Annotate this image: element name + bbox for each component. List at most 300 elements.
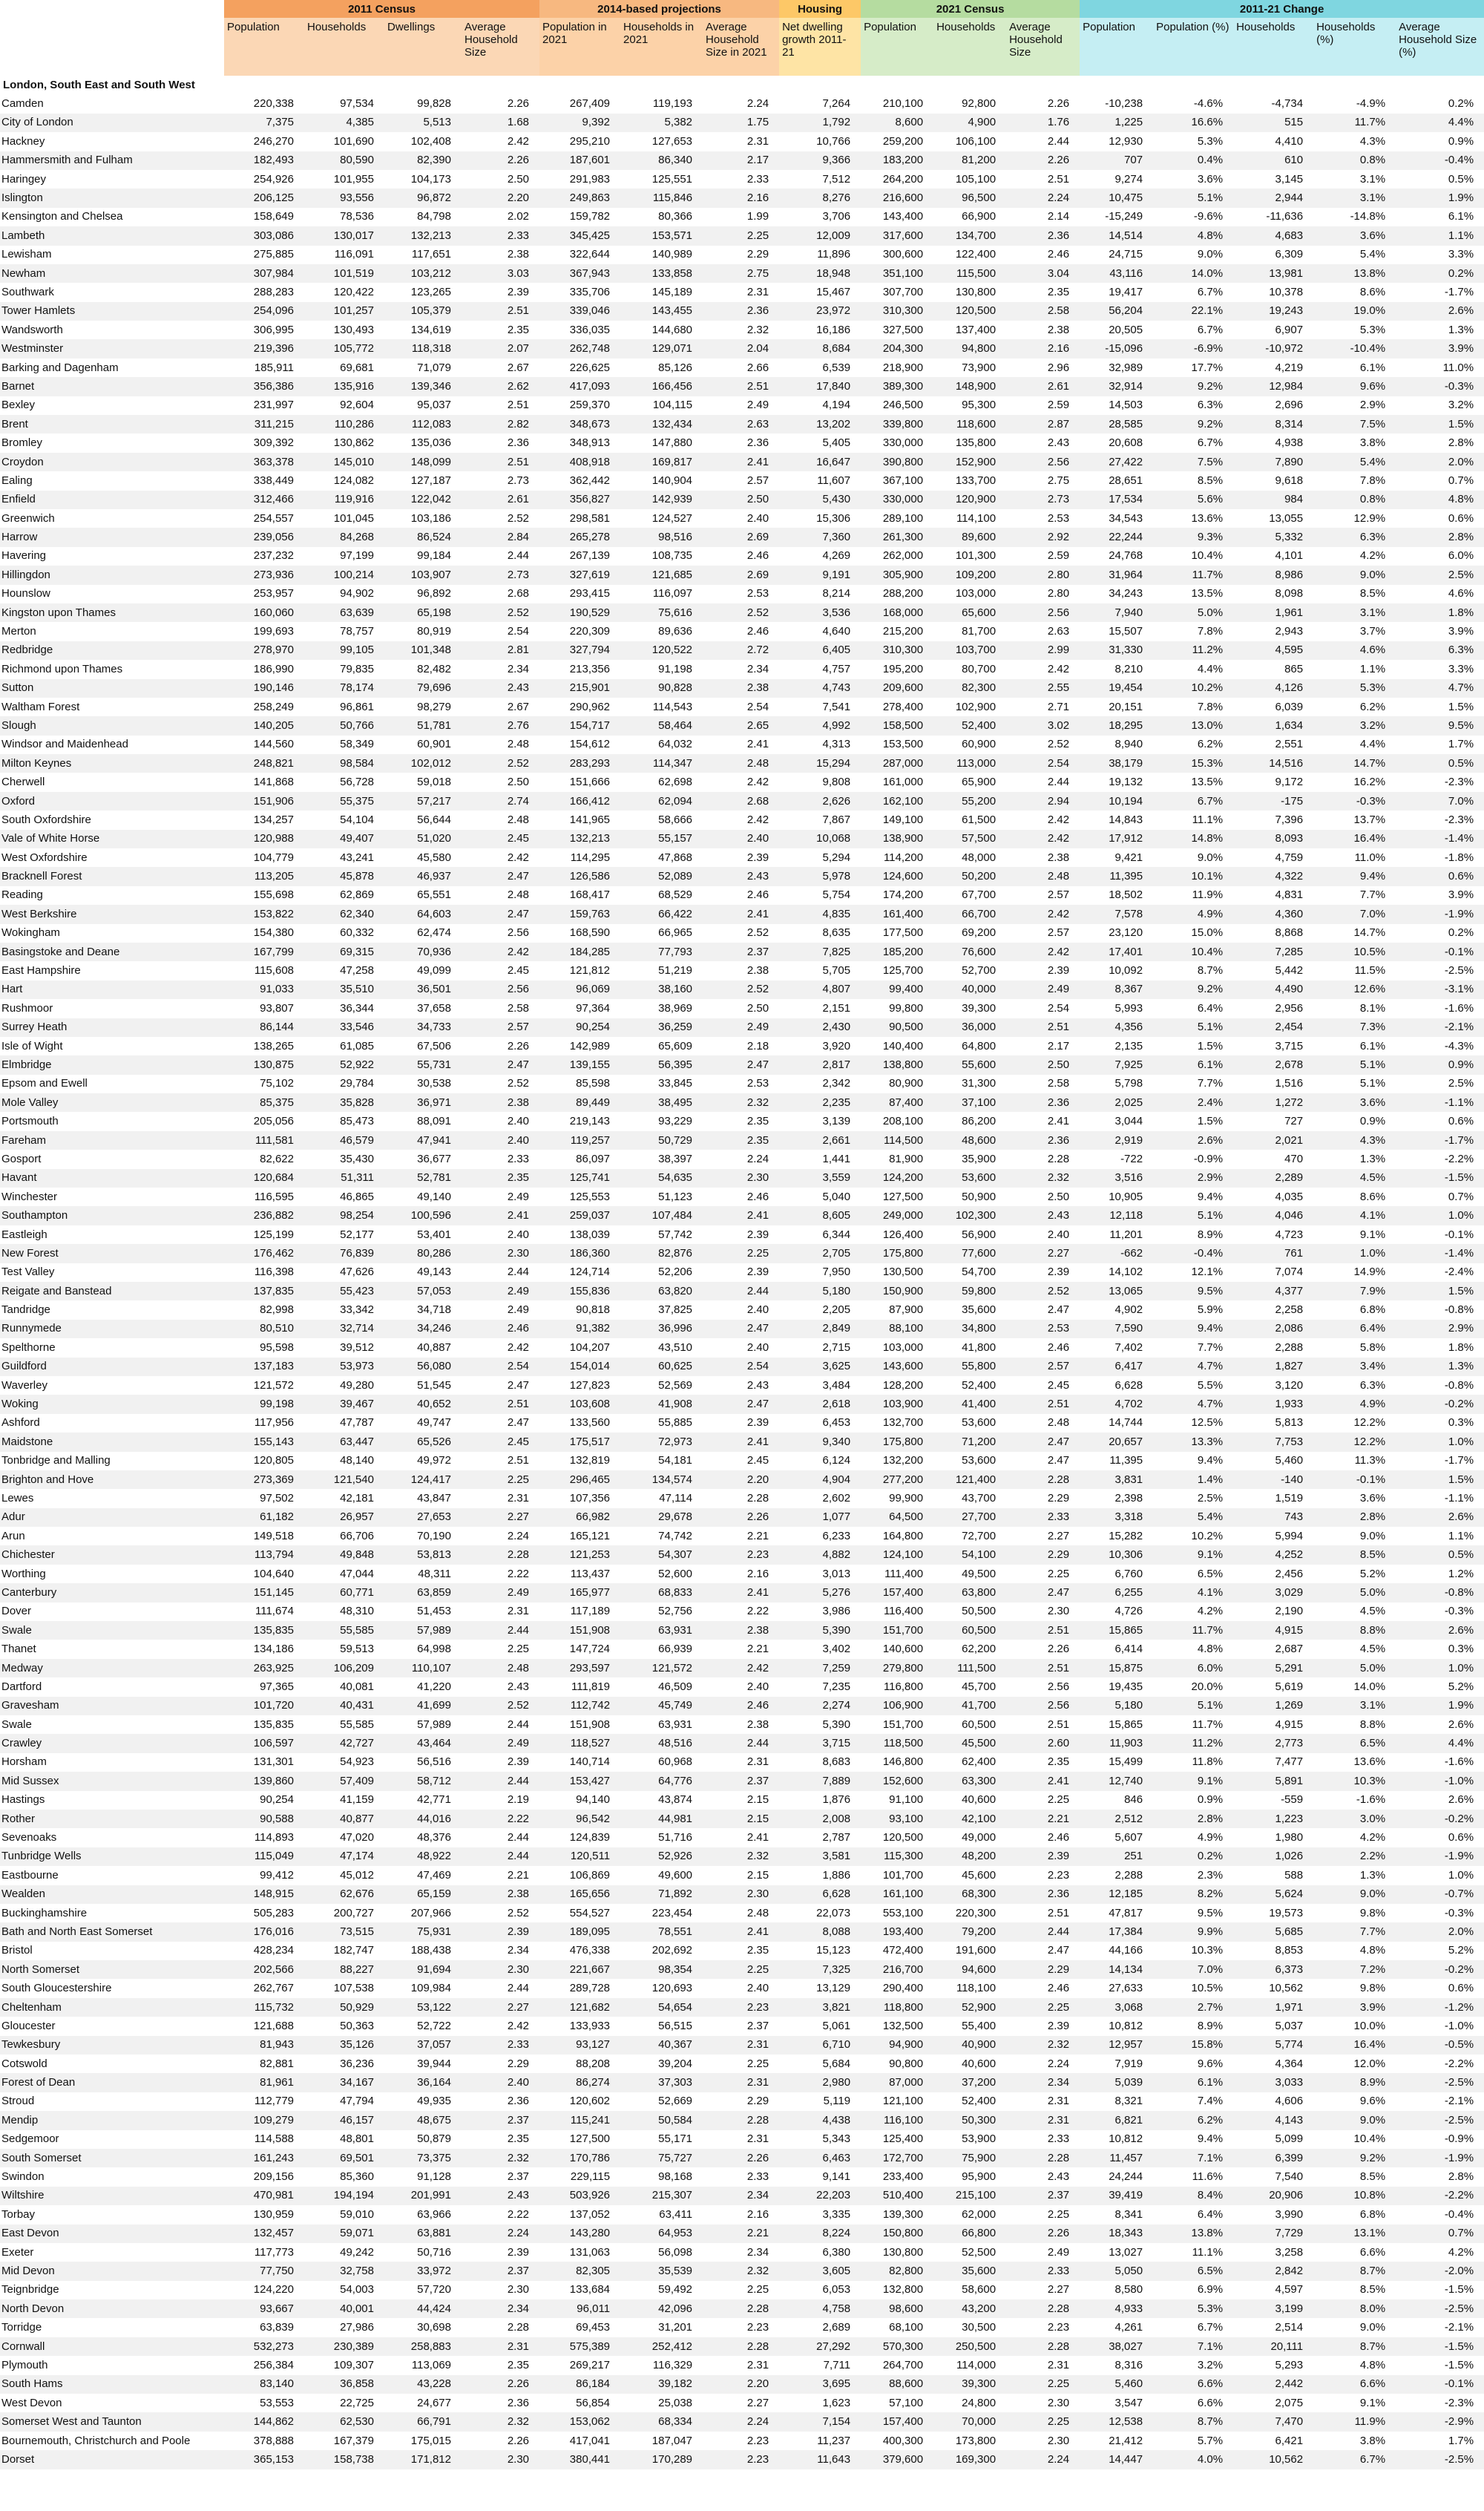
value-cell[interactable]: -1.9% <box>1396 1847 1484 1866</box>
value-cell[interactable]: 1.1% <box>1396 226 1484 245</box>
value-cell[interactable]: 54,003 <box>304 2281 384 2299</box>
value-cell[interactable]: 90,828 <box>620 679 703 698</box>
value-cell[interactable]: -1.0% <box>1396 2017 1484 2035</box>
value-cell[interactable]: 40,900 <box>933 2036 1006 2055</box>
value-cell[interactable]: 6.9% <box>1153 2281 1233 2299</box>
value-cell[interactable]: 264,700 <box>861 2356 933 2374</box>
value-cell[interactable]: 2.82 <box>462 415 539 433</box>
value-cell[interactable]: 6.5% <box>1153 2262 1233 2280</box>
value-cell[interactable]: 2.29 <box>1006 1960 1080 1979</box>
area-name-cell[interactable]: Eastbourne <box>0 1866 224 1885</box>
value-cell[interactable]: 9.5% <box>1396 716 1484 735</box>
value-cell[interactable]: 33,546 <box>304 1018 384 1037</box>
value-cell[interactable]: 43,874 <box>620 1791 703 1810</box>
value-cell[interactable]: -2.1% <box>1396 2318 1484 2337</box>
value-cell[interactable]: 13,202 <box>779 415 861 433</box>
value-cell[interactable]: 7,541 <box>779 698 861 716</box>
value-cell[interactable]: 1.76 <box>1006 114 1080 132</box>
value-cell[interactable]: 2.28 <box>462 1545 539 1564</box>
value-cell[interactable]: 3.3% <box>1396 660 1484 678</box>
value-cell[interactable]: 186,360 <box>539 1244 620 1263</box>
value-cell[interactable]: 761 <box>1233 1244 1313 1263</box>
value-cell[interactable]: 7,402 <box>1080 1338 1153 1357</box>
value-cell[interactable]: 11.2% <box>1153 641 1233 660</box>
value-cell[interactable]: 51,716 <box>620 1828 703 1847</box>
value-cell[interactable]: 88,100 <box>861 1320 933 1338</box>
value-cell[interactable]: 121,253 <box>539 1545 620 1564</box>
value-cell[interactable]: 3.1% <box>1313 170 1396 189</box>
value-cell[interactable]: 14.7% <box>1313 924 1396 943</box>
value-cell[interactable]: 2.3% <box>1153 1866 1233 1885</box>
value-cell[interactable]: 2.60 <box>1006 1734 1080 1752</box>
value-cell[interactable]: 49,099 <box>384 961 462 980</box>
value-cell[interactable]: -2.5% <box>1396 2299 1484 2318</box>
value-cell[interactable]: 57,989 <box>384 1715 462 1734</box>
value-cell[interactable]: 22,725 <box>304 2394 384 2412</box>
value-cell[interactable]: 2.42 <box>462 1338 539 1357</box>
value-cell[interactable]: 2,151 <box>779 999 861 1018</box>
value-cell[interactable]: 2,288 <box>1080 1866 1153 1885</box>
value-cell[interactable]: 330,000 <box>861 491 933 509</box>
value-cell[interactable]: 24,768 <box>1080 547 1153 566</box>
value-cell[interactable]: 707 <box>1080 151 1153 170</box>
value-cell[interactable]: 49,242 <box>304 2243 384 2262</box>
value-cell[interactable]: 64,776 <box>620 1772 703 1790</box>
value-cell[interactable]: 2.26 <box>462 151 539 170</box>
value-cell[interactable]: 66,800 <box>933 2224 1006 2243</box>
value-cell[interactable]: 55,157 <box>620 830 703 848</box>
value-cell[interactable]: 120,602 <box>539 2092 620 2111</box>
value-cell[interactable]: 49,143 <box>384 1263 462 1282</box>
value-cell[interactable]: 2.20 <box>703 2375 779 2394</box>
value-cell[interactable]: 11.5% <box>1313 961 1396 980</box>
value-cell[interactable]: 8.2% <box>1153 1885 1233 1904</box>
column-header[interactable]: Population <box>1080 18 1153 76</box>
value-cell[interactable]: 10,092 <box>1080 961 1153 980</box>
value-cell[interactable]: 24,715 <box>1080 246 1153 264</box>
area-name-cell[interactable]: Hammersmith and Fulham <box>0 151 224 170</box>
value-cell[interactable]: 2.47 <box>462 867 539 885</box>
value-cell[interactable]: 3.8% <box>1313 433 1396 452</box>
value-cell[interactable]: 53,813 <box>384 1545 462 1564</box>
value-cell[interactable]: 127,500 <box>539 2130 620 2149</box>
value-cell[interactable]: 120,988 <box>224 830 304 848</box>
value-cell[interactable]: 3.6% <box>1313 1489 1396 1507</box>
value-cell[interactable]: 81,943 <box>224 2036 304 2055</box>
value-cell[interactable]: 124,714 <box>539 1263 620 1282</box>
value-cell[interactable]: 2.43 <box>1006 2167 1080 2186</box>
value-cell[interactable]: 170,289 <box>620 2450 703 2469</box>
value-cell[interactable]: 1.3% <box>1396 321 1484 339</box>
value-cell[interactable]: 6,417 <box>1080 1358 1153 1376</box>
value-cell[interactable]: 470 <box>1233 1150 1313 1168</box>
value-cell[interactable]: 289,728 <box>539 1979 620 1997</box>
value-cell[interactable]: 3.9% <box>1313 1998 1396 2017</box>
value-cell[interactable]: 5.4% <box>1313 246 1396 264</box>
value-cell[interactable]: 62,869 <box>304 886 384 905</box>
value-cell[interactable]: 2.65 <box>703 716 779 735</box>
area-name-cell[interactable]: Mid Devon <box>0 2262 224 2280</box>
area-name-cell[interactable]: South Oxfordshire <box>0 811 224 829</box>
value-cell[interactable]: 2.0% <box>1396 453 1484 471</box>
value-cell[interactable]: 4.8% <box>1153 226 1233 245</box>
value-cell[interactable]: 47,258 <box>304 961 384 980</box>
area-name-cell[interactable]: Tunbridge Wells <box>0 1847 224 1866</box>
area-name-cell[interactable]: Medway <box>0 1659 224 1677</box>
value-cell[interactable]: 3,559 <box>779 1169 861 1188</box>
value-cell[interactable]: 0.7% <box>1396 1188 1484 1206</box>
value-cell[interactable]: 2.4% <box>1153 1093 1233 1112</box>
value-cell[interactable]: 124,220 <box>224 2281 304 2299</box>
value-cell[interactable]: 78,174 <box>304 679 384 698</box>
area-name-cell[interactable]: Brent <box>0 415 224 433</box>
value-cell[interactable]: 25,038 <box>620 2394 703 2412</box>
value-cell[interactable]: 2.63 <box>1006 622 1080 641</box>
value-cell[interactable]: 2.35 <box>703 1942 779 1960</box>
value-cell[interactable]: 50,929 <box>304 1998 384 2017</box>
value-cell[interactable]: 5,039 <box>1080 2073 1153 2092</box>
value-cell[interactable]: 3,044 <box>1080 1112 1153 1130</box>
value-cell[interactable]: 221,667 <box>539 1960 620 1979</box>
value-cell[interactable]: 472,400 <box>861 1942 933 1960</box>
value-cell[interactable]: 2.49 <box>462 1282 539 1300</box>
value-cell[interactable]: 309,392 <box>224 433 304 452</box>
value-cell[interactable]: 13.6% <box>1313 1753 1396 1772</box>
value-cell[interactable]: 54,100 <box>933 1545 1006 1564</box>
value-cell[interactable]: -1.6% <box>1396 999 1484 1018</box>
value-cell[interactable]: 112,779 <box>224 2092 304 2111</box>
value-cell[interactable]: 35,126 <box>304 2036 384 2055</box>
area-name-cell[interactable]: Harrow <box>0 528 224 546</box>
value-cell[interactable]: 151,908 <box>539 1621 620 1640</box>
value-cell[interactable]: 2,512 <box>1080 1810 1153 1828</box>
value-cell[interactable]: 2.49 <box>462 1300 539 1319</box>
value-cell[interactable]: 2.40 <box>703 509 779 528</box>
value-cell[interactable]: 115,732 <box>224 1998 304 2017</box>
value-cell[interactable]: 2.27 <box>1006 1244 1080 1263</box>
value-cell[interactable]: 119,193 <box>620 94 703 113</box>
value-cell[interactable]: 2,086 <box>1233 1320 1313 1338</box>
value-cell[interactable]: 2.58 <box>1006 302 1080 321</box>
value-cell[interactable]: 39,300 <box>933 999 1006 1018</box>
value-cell[interactable]: 2.35 <box>462 1169 539 1188</box>
value-cell[interactable]: 15,499 <box>1080 1753 1153 1772</box>
value-cell[interactable]: 2.73 <box>1006 491 1080 509</box>
value-cell[interactable]: 6,453 <box>779 1414 861 1433</box>
value-cell[interactable]: 64,800 <box>933 1037 1006 1055</box>
value-cell[interactable]: 43,847 <box>384 1489 462 1507</box>
value-cell[interactable]: 126,586 <box>539 867 620 885</box>
value-cell[interactable]: 2,025 <box>1080 1093 1153 1112</box>
value-cell[interactable]: 115,846 <box>620 189 703 207</box>
value-cell[interactable]: 8,635 <box>779 924 861 943</box>
value-cell[interactable]: 54,923 <box>304 1753 384 1772</box>
value-cell[interactable]: 2.35 <box>462 321 539 339</box>
value-cell[interactable]: 2.28 <box>1006 1150 1080 1168</box>
area-name-cell[interactable]: Somerset West and Taunton <box>0 2412 224 2431</box>
value-cell[interactable]: 2,454 <box>1233 1018 1313 1037</box>
value-cell[interactable]: 267,409 <box>539 94 620 113</box>
value-cell[interactable]: 7,590 <box>1080 1320 1153 1338</box>
value-cell[interactable]: 2.51 <box>462 1395 539 1413</box>
value-cell[interactable]: 158,649 <box>224 208 304 226</box>
value-cell[interactable]: 6.3% <box>1313 1376 1396 1395</box>
value-cell[interactable]: 29,784 <box>304 1075 384 1093</box>
value-cell[interactable]: 95,037 <box>384 396 462 415</box>
value-cell[interactable]: 52,569 <box>620 1376 703 1395</box>
value-cell[interactable]: 41,700 <box>933 1697 1006 1715</box>
value-cell[interactable]: 69,315 <box>304 943 384 961</box>
value-cell[interactable]: 2.48 <box>703 754 779 773</box>
value-cell[interactable]: 50,766 <box>304 716 384 735</box>
value-cell[interactable]: 307,700 <box>861 283 933 301</box>
value-cell[interactable]: 8,088 <box>779 1922 861 1941</box>
value-cell[interactable]: 2,919 <box>1080 1131 1153 1150</box>
value-cell[interactable]: 4.8% <box>1396 491 1484 509</box>
value-cell[interactable]: 4,933 <box>1080 2299 1153 2318</box>
value-cell[interactable]: 91,382 <box>539 1320 620 1338</box>
value-cell[interactable]: 82,998 <box>224 1300 304 1319</box>
value-cell[interactable]: 82,305 <box>539 2262 620 2280</box>
value-cell[interactable]: 121,682 <box>539 1998 620 2017</box>
value-cell[interactable]: 111,674 <box>224 1602 304 1621</box>
value-cell[interactable]: 111,581 <box>224 1131 304 1150</box>
value-cell[interactable]: 8,868 <box>1233 924 1313 943</box>
value-cell[interactable]: 101,348 <box>384 641 462 660</box>
value-cell[interactable]: 125,741 <box>539 1169 620 1188</box>
value-cell[interactable]: 2.42 <box>703 773 779 791</box>
value-cell[interactable]: 2.53 <box>1006 509 1080 528</box>
value-cell[interactable]: 78,757 <box>304 622 384 641</box>
value-cell[interactable]: 2.07 <box>462 339 539 358</box>
value-cell[interactable]: 2,235 <box>779 1093 861 1112</box>
value-cell[interactable]: 11,903 <box>1080 1734 1153 1752</box>
area-name-cell[interactable]: Cotswold <box>0 2055 224 2073</box>
value-cell[interactable]: 2.36 <box>1006 1093 1080 1112</box>
value-cell[interactable]: 157,400 <box>861 2412 933 2431</box>
value-cell[interactable]: 46,157 <box>304 2111 384 2129</box>
value-cell[interactable]: 6,380 <box>779 2243 861 2262</box>
value-cell[interactable]: 72,700 <box>933 1527 1006 1545</box>
value-cell[interactable]: 290,400 <box>861 1979 933 1997</box>
value-cell[interactable]: 218,900 <box>861 359 933 377</box>
value-cell[interactable]: 2.8% <box>1153 1810 1233 1828</box>
area-name-cell[interactable]: Oxford <box>0 792 224 811</box>
value-cell[interactable]: 3.9% <box>1396 622 1484 641</box>
value-cell[interactable]: 109,200 <box>933 566 1006 584</box>
value-cell[interactable]: 188,438 <box>384 1942 462 1960</box>
area-name-cell[interactable]: Barking and Dagenham <box>0 359 224 377</box>
value-cell[interactable]: 5,607 <box>1080 1828 1153 1847</box>
value-cell[interactable]: 2.18 <box>703 1037 779 1055</box>
value-cell[interactable]: 68,300 <box>933 1885 1006 1904</box>
value-cell[interactable]: 19,132 <box>1080 773 1153 791</box>
value-cell[interactable]: 8,580 <box>1080 2281 1153 2299</box>
value-cell[interactable]: 44,981 <box>620 1810 703 1828</box>
value-cell[interactable]: 9,421 <box>1080 848 1153 867</box>
value-cell[interactable]: -0.1% <box>1396 943 1484 961</box>
value-cell[interactable]: 48,922 <box>384 1847 462 1866</box>
value-cell[interactable]: 54,181 <box>620 1452 703 1470</box>
value-cell[interactable]: 2.48 <box>462 811 539 829</box>
value-cell[interactable]: 2.6% <box>1396 1621 1484 1640</box>
value-cell[interactable]: 142,939 <box>620 491 703 509</box>
value-cell[interactable]: 2.47 <box>1006 1583 1080 1602</box>
value-cell[interactable]: 11.7% <box>1313 114 1396 132</box>
value-cell[interactable]: 2.39 <box>462 2243 539 2262</box>
value-cell[interactable]: -9.6% <box>1153 208 1233 226</box>
value-cell[interactable]: 6,405 <box>779 641 861 660</box>
value-cell[interactable]: 2.9% <box>1153 1169 1233 1188</box>
value-cell[interactable]: 2,817 <box>779 1055 861 1074</box>
value-cell[interactable]: 59,800 <box>933 1282 1006 1300</box>
value-cell[interactable]: 14.9% <box>1313 1263 1396 1282</box>
value-cell[interactable]: 112,083 <box>384 415 462 433</box>
value-cell[interactable]: 137,835 <box>224 1282 304 1300</box>
area-name-cell[interactable]: Torbay <box>0 2205 224 2224</box>
value-cell[interactable]: 88,091 <box>384 1112 462 1130</box>
value-cell[interactable]: 99,105 <box>304 641 384 660</box>
value-cell[interactable]: 554,527 <box>539 1904 620 1922</box>
value-cell[interactable]: 2.29 <box>1006 1545 1080 1564</box>
value-cell[interactable]: 2.40 <box>703 830 779 848</box>
value-cell[interactable]: 27,700 <box>933 1508 1006 1527</box>
value-cell[interactable]: 3.8% <box>1313 2432 1396 2450</box>
area-name-cell[interactable]: Torridge <box>0 2318 224 2337</box>
value-cell[interactable]: 158,500 <box>861 716 933 735</box>
value-cell[interactable]: 49,972 <box>384 1452 462 1470</box>
value-cell[interactable]: 125,553 <box>539 1188 620 1206</box>
value-cell[interactable]: 307,984 <box>224 264 304 283</box>
value-cell[interactable]: 55,885 <box>620 1414 703 1433</box>
value-cell[interactable]: 2.42 <box>462 2017 539 2035</box>
value-cell[interactable]: 80,700 <box>933 660 1006 678</box>
value-cell[interactable]: 6.2% <box>1153 736 1233 754</box>
value-cell[interactable]: 59,492 <box>620 2281 703 2299</box>
value-cell[interactable]: 77,750 <box>224 2262 304 2280</box>
value-cell[interactable]: 293,415 <box>539 585 620 603</box>
area-name-cell[interactable]: Runnymede <box>0 1320 224 1338</box>
area-name-cell[interactable]: Sedgemoor <box>0 2130 224 2149</box>
value-cell[interactable]: 2.51 <box>1006 1904 1080 1922</box>
value-cell[interactable]: 3.9% <box>1396 886 1484 905</box>
value-cell[interactable]: -15,096 <box>1080 339 1153 358</box>
value-cell[interactable]: 2.32 <box>703 1093 779 1112</box>
value-cell[interactable]: 34,246 <box>384 1320 462 1338</box>
value-cell[interactable]: 64,032 <box>620 736 703 754</box>
value-cell[interactable]: 6,414 <box>1080 1640 1153 1658</box>
value-cell[interactable]: 2.6% <box>1396 1715 1484 1734</box>
value-cell[interactable]: 9.2% <box>1153 415 1233 433</box>
value-cell[interactable]: 144,560 <box>224 736 304 754</box>
value-cell[interactable]: 2.75 <box>703 264 779 283</box>
value-cell[interactable]: 2.75 <box>1006 471 1080 490</box>
value-cell[interactable]: 83,140 <box>224 2375 304 2394</box>
value-cell[interactable]: 45,580 <box>384 848 462 867</box>
value-cell[interactable]: 1.5% <box>1153 1037 1233 1055</box>
value-cell[interactable]: 6.6% <box>1153 2394 1233 2412</box>
value-cell[interactable]: 66,900 <box>933 208 1006 226</box>
value-cell[interactable]: 2.43 <box>1006 433 1080 452</box>
value-cell[interactable]: 8,605 <box>779 1206 861 1225</box>
value-cell[interactable]: 43,241 <box>304 848 384 867</box>
value-cell[interactable]: 71,892 <box>620 1885 703 1904</box>
value-cell[interactable]: 96,861 <box>304 698 384 716</box>
value-cell[interactable]: 9.4% <box>1153 2130 1233 2149</box>
value-cell[interactable]: 90,254 <box>539 1018 620 1037</box>
value-cell[interactable]: 219,143 <box>539 1112 620 1130</box>
value-cell[interactable]: 2,687 <box>1233 1640 1313 1658</box>
value-cell[interactable]: 107,484 <box>620 1206 703 1225</box>
area-name-cell[interactable]: Kingston upon Thames <box>0 603 224 622</box>
value-cell[interactable]: 161,400 <box>861 905 933 923</box>
value-cell[interactable]: 43,116 <box>1080 264 1153 283</box>
value-cell[interactable]: 6.8% <box>1313 2205 1396 2224</box>
value-cell[interactable]: 185,200 <box>861 943 933 961</box>
value-cell[interactable]: -1.1% <box>1396 1093 1484 1112</box>
value-cell[interactable]: 4,194 <box>779 396 861 415</box>
column-header[interactable]: Population in 2021 <box>539 18 620 76</box>
value-cell[interactable]: 8,940 <box>1080 736 1153 754</box>
value-cell[interactable]: 135,916 <box>304 377 384 396</box>
value-cell[interactable]: 9.6% <box>1313 2092 1396 2111</box>
value-cell[interactable]: 2.41 <box>703 1206 779 1225</box>
value-cell[interactable]: 56,395 <box>620 1055 703 1074</box>
area-name-cell[interactable]: Islington <box>0 189 224 207</box>
value-cell[interactable]: 2.25 <box>462 1470 539 1489</box>
value-cell[interactable]: 6.3% <box>1313 528 1396 546</box>
value-cell[interactable]: 4.7% <box>1153 1358 1233 1376</box>
value-cell[interactable]: -2.5% <box>1396 2450 1484 2469</box>
value-cell[interactable]: 5,343 <box>779 2130 861 2149</box>
value-cell[interactable]: 61,500 <box>933 811 1006 829</box>
value-cell[interactable]: 348,913 <box>539 433 620 452</box>
value-cell[interactable]: 2.38 <box>1006 321 1080 339</box>
value-cell[interactable]: 98,254 <box>304 1206 384 1225</box>
value-cell[interactable]: 114,347 <box>620 754 703 773</box>
value-cell[interactable]: 106,100 <box>933 132 1006 151</box>
value-cell[interactable]: 50,900 <box>933 1188 1006 1206</box>
value-cell[interactable]: 106,209 <box>304 1659 384 1677</box>
value-cell[interactable]: 2.30 <box>703 1169 779 1188</box>
value-cell[interactable]: -1.2% <box>1396 1998 1484 2017</box>
value-cell[interactable]: 2.52 <box>462 509 539 528</box>
value-cell[interactable]: 8,210 <box>1080 660 1153 678</box>
value-cell[interactable]: 10.0% <box>1313 2017 1396 2035</box>
value-cell[interactable]: 113,794 <box>224 1545 304 1564</box>
value-cell[interactable]: 378,888 <box>224 2432 304 2450</box>
value-cell[interactable]: 2.61 <box>1006 377 1080 396</box>
value-cell[interactable]: 233,400 <box>861 2167 933 2186</box>
value-cell[interactable]: 86,144 <box>224 1018 304 1037</box>
value-cell[interactable]: 148,099 <box>384 453 462 471</box>
value-cell[interactable]: 5.1% <box>1153 1206 1233 1225</box>
value-cell[interactable]: 65,900 <box>933 773 1006 791</box>
value-cell[interactable]: 131,063 <box>539 2243 620 2262</box>
value-cell[interactable]: -1.4% <box>1396 830 1484 848</box>
value-cell[interactable]: 93,556 <box>304 189 384 207</box>
value-cell[interactable]: 22,244 <box>1080 528 1153 546</box>
value-cell[interactable]: 14.7% <box>1313 754 1396 773</box>
value-cell[interactable]: 70,936 <box>384 943 462 961</box>
value-cell[interactable]: 6.2% <box>1313 698 1396 716</box>
value-cell[interactable]: 49,280 <box>304 1376 384 1395</box>
value-cell[interactable]: 9.2% <box>1313 2149 1396 2167</box>
value-cell[interactable]: 2.46 <box>462 1320 539 1338</box>
value-cell[interactable]: 2,842 <box>1233 2262 1313 2280</box>
value-cell[interactable]: 1,971 <box>1233 1998 1313 2017</box>
value-cell[interactable]: 9,340 <box>779 1433 861 1451</box>
